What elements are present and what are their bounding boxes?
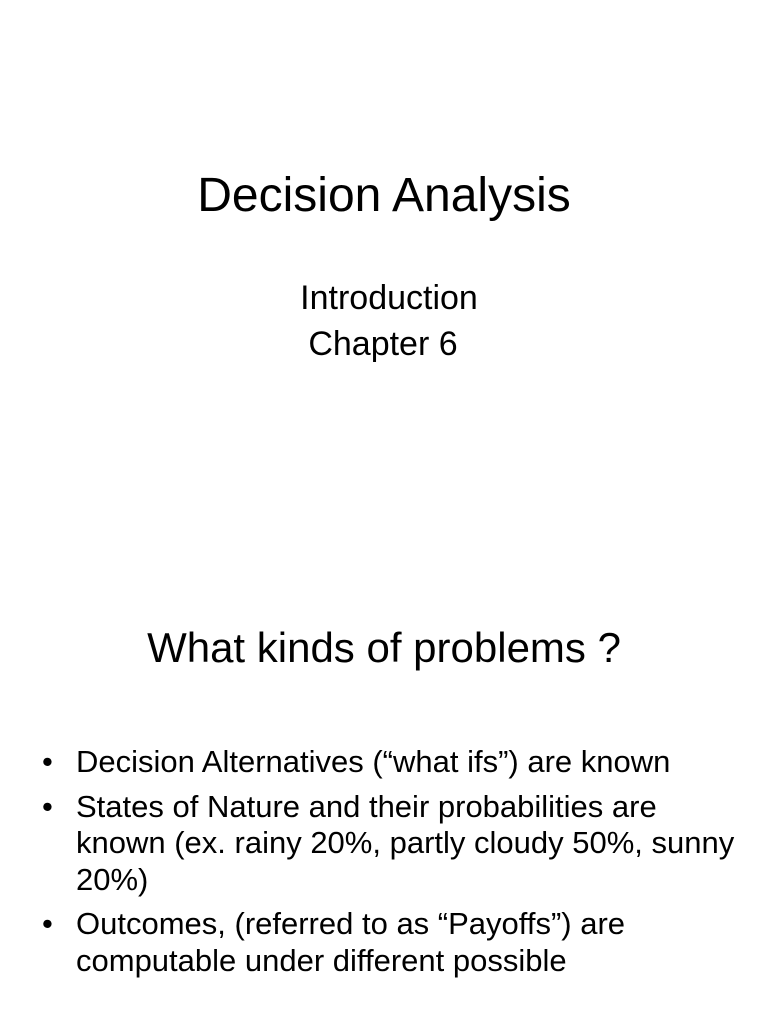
bullet-icon: • [42, 788, 53, 824]
subtitle-chapter: Chapter 6 [308, 325, 458, 363]
slide-title: Decision Analysis [197, 169, 571, 222]
slide-title: What kinds of problems ? [147, 624, 621, 671]
bullet-item [38, 744, 738, 781]
bullet-item [38, 789, 738, 899]
bullet-text: Decision Alternatives (“what ifs”) are known [76, 744, 671, 779]
bullet-icon: • [42, 744, 53, 779]
bullet-list [38, 744, 738, 987]
content-slide [0, 540, 768, 1024]
bullet-text: States of Nature and their probabilities are known (ex. rainy 20%, partly cloudy 50%, sunny 20%) [76, 788, 735, 897]
bullet-icon: • [42, 906, 53, 941]
bullet-text: Outcomes, (referred to as “Payoffs”) are computable under different possible [76, 906, 626, 978]
bullet-item [38, 906, 738, 979]
subtitle-introduction: Introduction [300, 279, 478, 317]
